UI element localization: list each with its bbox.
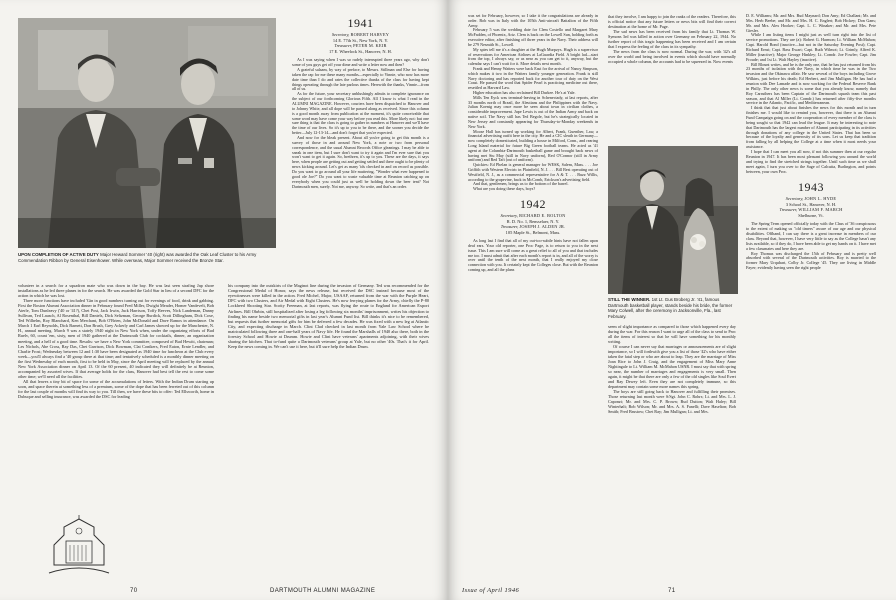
- award-photo: [18, 18, 276, 248]
- award-photo-caption-text: Major Heward Sommer '40 (right) was awarded the Oak Leaf Cluster to his Army Commendation Ribbon by General Eisenhower. While overseas, Major Sommer received the Bronze Star.: [18, 252, 257, 263]
- class-1943-secretary: [746, 196, 876, 207]
- paragraph: As long last I find that all of my out-too-subtle hints have not fallen upon deaf ears. Your old reporter, one Proc Page, is to return to you in the next issue. This I am sure will come as a great relief to all of you and that includes me too. I must admit that after each month's report is in, and all of the worry is over until the tenth of the next month, that I really enjoyed my close connection with you. It certainly kept the Colleges close. But with the Reunion coming up, and all the plans: [468, 238, 598, 272]
- award-photo-illustration: [18, 18, 276, 248]
- paragraph: As I was saying when I was so rudely interrupted three years ago, why don't some of you guys get off your dime and write a letter now and then?: [292, 57, 429, 68]
- secretary-label: Secretary,: [500, 213, 518, 219]
- treasurer-address: 105 Maple St., Belmont, Mass.: [505, 229, 561, 235]
- paragraph: D. E. Williams; Mr. and Mrs. Bud Maynard; Don Amy; Ed Challant; Mr. and Mrs. Herb Beebe; and Mr. and Mrs. H. C. Englert; Bob Hickey; Don Gans; Mr. and Mrs. Alex Hooker; Capt. L. C. Winaker; and Mr. and Mrs. Pete Giesler.: [746, 14, 876, 33]
- paragraph: As for the future, your secretary unblushingly admits to complete ignorance on the subject of our forthcoming Glorious Fifth. All I know is what I read in the ALUMNI MAGAZINE. However, couriers have been dispatched to Hanover and to Johnny White, and all dope will be passed along as received. Since this column is a good month away from publication at the moment, it's quite conceivable that some word may have come your way before you read this. More likely not: but one sure thing is that the class is going to gather in numbers at Hanover and we'll have the time of our lives. So it's up to you to be there, and the sooner you decide the better—July 12-13-14—and don't forget that you're expected.: [292, 91, 429, 136]
- right-column-2-bottom: [608, 324, 736, 581]
- paragraph: Quickies: Ed Phelan is general manager for WESK, Salem, Mass. . . . Joe Griffith with Western Electric in Plainfield, N. J. . . . Bill Best operating out of Westfield, N. J., as a commercial representative for A & T. . . . Buzz Willis, according to the grapevine, back in McComb, Erickson's advertising field.: [468, 162, 598, 182]
- class-1942-secretary: [468, 213, 598, 224]
- paragraph: The sad news has been received from his family that Lt. Thomas W. Symons 3rd was killed in action over Germany on February 22, 1944. No further report of this tragic happening has been received and I am certain that I express the feeling of the class in its sympathy.: [608, 29, 736, 49]
- treasurer-address: Shelburne, Vt.: [798, 212, 824, 218]
- paragraph: I hope that I can meet you all now, if not this summer then at our regular Reunion in 1947. It has been most pleasant following you around the world and trying to find the stretched strings together. Until such time as we shall meet again, I turn you over to the Sage of Calcutta, Burlington, and points between, your own Proc.: [746, 149, 876, 174]
- left-page-number: 70: [130, 588, 138, 594]
- paragraph: seem of slight importance as compared to those which happened every day during the war. For this reason I want to urge all of the class to send to Proc all the items of interest so that he will have something for his monthly writing.: [608, 324, 736, 344]
- paragraph: Mills Ten Eyck was terminal-leaving in Schenectady, at last reports, after 33 months north of Brazil, the Aleutians and the Philippines with the Navy. Julian Koenig may once more be seen about town in civilian clothes, a considerable improvement. Jupe Lewis is out of the Indian Army and back on native soil. The Navy still has Ted Begole, but he's strategically located in New Jersey and constantly appearing for Thursday-to-Monday weekends in New York.: [468, 94, 598, 129]
- paragraph: All that leaves a tiny bit of space for some of the accumulations of letters. With the Indian Drum starting up soon, and space therein at something less of a premium, some of the dope that has been ferreted out of this column for the last couple of months will find its way to you. Till then, we have these bits to offer: Ted Ellsworth, home in Dubuque and selling insurance, was awarded the DSC for leading: [18, 378, 214, 400]
- award-photo-caption-lead: UPON COMPLETION OF ACTIVE DUTY: [18, 252, 99, 257]
- secretary-address: 14 E. 77th St., New York, N. Y.: [332, 37, 389, 43]
- treasurer-label: Treasurer,: [334, 43, 353, 49]
- left-lower-column-2: [228, 283, 429, 573]
- paragraph: What are you doing these days, boys?: [473, 186, 536, 192]
- class-1941-treasurer: [292, 43, 429, 54]
- secretary-label: Secretary,: [785, 196, 804, 202]
- issue-date: Issue of April 1946: [462, 587, 520, 594]
- secretary-name: ROBERT HARVEY: [350, 32, 390, 38]
- paragraph: The news from the class is now normal. During the war, with '42's all over the world and being involved in events which should have normally occupied a whole column, the accounts had to be squeezed in. Now events: [608, 49, 736, 64]
- class-1941-secretary: [292, 32, 429, 43]
- magazine-title: DARTMOUTH ALUMNI MAGAZINE: [270, 588, 376, 594]
- right-page: [448, 0, 896, 600]
- class-1942-treasurer: [468, 224, 598, 235]
- secretary-name: RICHARD E. BOLTON: [519, 213, 566, 219]
- left-lower-column-1: [18, 283, 214, 511]
- right-page-number: 71: [668, 588, 676, 594]
- secretary-address: 3 School St., Hanover, N. H.: [785, 201, 837, 207]
- class-1943-treasurer: [746, 207, 876, 218]
- wedding-photo-caption-lead: STILL THE WINNER.: [608, 297, 651, 302]
- class-1941-heading: 1941: [347, 16, 374, 30]
- class-1943-heading: 1943: [798, 180, 824, 195]
- paragraph: that they involve, I am happy to join the ranks of the readers. Therefore, this is official notice that any future letters or news bits will find their correct destination at the home of Mr. Page.: [608, 14, 736, 29]
- right-column-2-top: [608, 14, 736, 142]
- right-column-1: [468, 14, 598, 583]
- dartmouth-seal: [44, 515, 114, 577]
- treasurer-address: 17 E. Wheelock St., Hanover, N. H.: [329, 48, 392, 54]
- paragraph: volunteer in a search for a squadron mate who was down in the bay. He was last seen strafing Jap shore installations as he led three planes in for the search. He was awarded the Gold Star in lieu of a second DFC for the action in which he was lost.: [18, 283, 214, 299]
- paragraph: Bill Blount writes, and he is the only one, that he has just returned from his 23 months of isolation with the Navy, in which time he was in the Two invasion and the Okinawa affair. He saw several of the boys including Grove Wilkins, just before his death; Ed Herbert, and Jim Mulligan. He has had a reunion with Dee Lamade and is now working for the Federal Reserve Bank in Philly. The only other news is some that you already know, namely that Roy Carruthers has been Captain of the Dartmouth squash team this past season, and that Al Miller (Lt. Comdr.) has returned after fifty-five months service in the Atlantic, Pacific, and Mediterranean.: [746, 61, 876, 106]
- paragraph: Higher education has also reclaimed Bill Durkee. He's at Yale.: [473, 90, 576, 95]
- paragraph: A grateful salaam, by way of preface, to Messrs. Stillman and Else for having taken the rap for me these many months—especially to Vinnie, who now has more date time than I do and rates the collective thanks of the class for having kept things operating through the late parlous times. Herewith the thanks, Vinnie—from all of us.: [292, 66, 429, 92]
- class-1941-column: [292, 14, 429, 267]
- paragraph: February 5 was the wedding date for Clem Costello and Margaret Mary McFadden, of Phoenix, Ariz. Clem is back on the Lowell Sun, holding forth as executive editor, after finishing off three years in the Navy. Their address will be 279 Nesmith St., Lowell.: [468, 27, 598, 47]
- wedding-photo-illustration: [608, 146, 738, 294]
- treasurer-name: WILLIAM F. MARCH: [798, 207, 843, 213]
- paragraph: Moose Hall has turned up working for Albert, Frank, Guenther, Law, a financial advertising outfit here in the city. He and a CIC sleuth in Germany—now completely domesticated, building a house in Milford, Conn., and rearing Long Island material for future Big Green football teams. He acted as '41 agent at the Columbia-Dartmouth basketball game and brought back news of having met Stu May (still in Navy uniform), Red O'Connor (still in Army uniform) and Red Taft (out of uniform).: [468, 128, 598, 163]
- award-photo-caption: [18, 252, 276, 263]
- secretary-name: JOHN L. HYDE: [804, 196, 837, 202]
- paragraph: I think that that just about finishes the news for this month and in turn finishes me. I would like to remind you, however, that there is an Alumni Fund Campaign going on and the cooperation of every member of the class is being sought so that 1942 can lead the league. It may be interesting to note that Dartmouth has the largest number of Alumni participating in its activities through donations of any college in the United States. That has been so because of the loyalty and generosity of its sons. Let us keep that tradition from falling by all helping the College at a time when it most needs your assistance.: [746, 105, 876, 150]
- wedding-photo-caption: [608, 297, 738, 319]
- paragraph: The Spring Term opened officially today with the Class of '36 conspicuous to the extent of making us "old timers" aware of our age and our physical disabilities. Offhand, I can say there is a great increase in members of our class. Beyond that, however, I have very little to say as the College hasn't any lists available, so if they do, I have been able to get my hands on it. I have met a few classmates and here they are.: [746, 221, 876, 251]
- paragraph: Of course I can never say that marriages or announcements are of slight importance, so I will forthwith give you a list of those '42's who have either taken the fatal step or who are about to leap. They are the marriage of Miss Joan Rice to John J. Craig, and the engagement of Miss Mary Anne Nightingale to Lt. William M. McMahon USNR. I must say that with spring so near, the number of marriages and engagements is very small. Then again, it might be that there are only a few of the old singles like Soul Evert and Ray Dewey left. Even they are not completely immune, so this department may contain some more names this spring.: [608, 344, 736, 389]
- paragraph: While I am listing items I might just as well turn right into the list of service promotions. They are (a): Robert G. Harmon; Lt. William McMahon; Capt. Harold Bond (inactive—but not in the Saturday Evening Post); Capt. Richard Ernst; Capt. Bass Ewart; Capt. Ruth Wilmot; Lt. Grimly, Alfred K. Miller (inactive); Major George Hinkley; Lt. Comdr. Joe Fowler; Capt. Jim Froude; and 1st Lt. Walt Hayley (inactive).: [746, 32, 876, 62]
- treasurer-name: JOSEPH J. ALDEN JR.: [519, 224, 566, 230]
- right-column-3: [746, 14, 876, 583]
- secretary-label: Secretary,: [331, 32, 350, 38]
- paragraph: was set for February, however, so I take it the congratulations are already in order. Bob was in Italy with the 105th Anti-aircraft Battalion of the Fifth Army.: [468, 14, 598, 28]
- paragraph: Roy Thomas was discharged the 15th of February and is pretty well absorbed with several of the Dartmouth activities. Roy is married to the former Mary Urquhart, Colby Jr. College '45. They are living in Middle Fayer; evidently having seen the right people: [746, 250, 876, 271]
- treasurer-name: PETER M. KEIR: [353, 43, 387, 49]
- paragraph: And now for the bleak present. About all you're going to get this month is a survey of those in and around New York, a note or two from personal correspondence, and the usual Alumni Records Office gleanings. I may be able to sneak in one item, but I sure don't want to try it again and I'm ever sure that you won't want to get it again. So, brethren, it's up to you. These are the days, it says here, when people are getting out and getting settled and there ought to be plenty of news kicking around. Let's get as many 'ids checked in and on record as possible. Do you want to go around all your life muttering, "Wonder what ever happened to good ole Joe?" Do you want to waste valuable time at Reunion catching up on everybody when you could just as well be holding down the beer tent? Not Dartmouth men, surely. Not me, anyway. So write, and that's an order.: [292, 135, 429, 189]
- paragraph: And that, gentlemen, brings us to the bottom of the barrel.: [473, 181, 569, 187]
- paragraph: Three more functions have included 'Gin in good numbers turning out for evenings of food, drink and gabbing. First the Boston Alumni Association dinner in February found Fred Miller, Dwight Meader, Homer Vandevelt, Bob Aterle, Tom Dunleavy ('40 or '41?), Chet Post, Jack Irwin, Jack Harrison, Toffy Reeves, Nick Landeman, Danny Sullivan, Ted Lausch, Al Rosenthal, Bill Daniels, Dick Seltzman, George Burdick, Scott Dillingham, Dick Coxe, Ted Wilhelm, Roy Blanchard, Ken Merchant, Bob O'Brien, John McDonald and Dave Ramos in attendance. On March 1 Earl Reynolds, Dick Barnett, Don Brush, Grey Ackerly and Carl James showed up for the Manchester, N. H., annual meeting. March 9 was a stately 1940 night in New York when, under the organizing efforts of Bud Ruelv, 60, count 'em, sixty, men of 1940 gathered at the Dartmouth Club for cocktails, dinner, an organization meeting, and a hell of a good time. Results: we have a New York committee, composed of Bud Hewitt, chairman; Les Nichols, Abe Cross, Ray Das, Chet Garrison, Dick Bowman, Clai Conikers, Fred Eaton, Ernie Lendler, and Charlie Frost; Wednesday between 12 and 1:30 have been designated as 1940 time for luncheon at the Club every week—you'll always find a '40 group there at that time; and tentatively scheduled is a monthly dinner meeting on the first Wednesday of each month, first to be held in May, since the April meeting will be replaced by the annual New York Association dinner on April 13. Of the 60 present, 40 indicated they will definitely be at Reunion, accompanied by assorted wives. If that average holds for the class, Hanover had best tell the rest to come some other time; we'll need all the facilities.: [18, 298, 214, 379]
- paragraph: My spies tell me it's a daughter at the Hugh Murpzys. Hugh is a supervisor of reservations for American Airlines at LaGuardia Field. A bright lad—start from the top, I always say, or as near as you can get to it, anyway, but the calendar says I can't wait for it. More details next month.: [468, 46, 598, 67]
- paragraph: The boys are still going back to Hanover and fulfilling their promises. Those returning last month were S/Sgt. John C. Rohrs; Lt. and Mrs. L. J. Caponzi; Mr. and Mrs. C. P. Brown; Bud Dutton; Walt Haley; Bill Winterhalt; Bob Wilson; Mr. and Mrs. A. S. Fanelli; Dave Haselton; Bob Smith; Fred Brustow; Chet Ray; Jim Mulligan; Lt. and Mrs.: [608, 389, 736, 414]
- wedding-photo: [608, 146, 738, 294]
- paragraph: Frank and Henny Watters were back East for the arrival of Nancy Simpson, which makes it two in the Watters family younger generation. Frank is still Navy doctoring and has reported back for another tour of duty on the West Coast. He passed the word that Spider Pearl is practicing medicine out there, resettled as Harvard Law.: [468, 65, 598, 91]
- class-1942-heading: 1942: [520, 197, 546, 212]
- dartmouth-seal-illustration: [44, 515, 114, 577]
- secretary-address: R. D. No. 1, Rensselaer, N. Y.: [506, 218, 560, 224]
- treasurer-label: Treasurer,: [500, 224, 519, 230]
- treasurer-label: Treasurer,: [779, 207, 798, 213]
- wedding-photo-caption-text: 1st Lt. Gus Broberg Jr. '41, famous Dartmouth basketball player, stands beside his bride, the former Mary Colwell, after the ceremony in Jacksonville, Fla., last February.: [608, 297, 733, 319]
- paragraph: his company into the outskirts of the Maginot line during the invasion of Germany. Ted was recommended for the Congressional Medal of Honor, says the news release, but received the DSC instead because most of the eyewitnesses were killed in the action. Fred Michel, Major, USAAF, returned from the war with the Purple Heart, DFC with two Clusters, and Air Medal with Eight Clusters. He's now ferrying planes for the Army, chiefly the P-80 Lockheed Shooting Star. Scotty Freeman, at last reports, was flying the route to England for American Export Airlines. Bill Ohrbin, still hospitalized after losing a leg following six months' imprisonment, writes his objection to finding his name beside two memorial gifts in last year's Alumni Fund list. Bill thinks it's nice to be remembered, but requests that further memorial gifts for him be deferred a few decades. He was fixed with a new leg at Atlantic City, and expecting discharge in March. Clint Clad checked in last month from Yale Law School where he matriculated following three and one-half years of Navy life. He found the Marshalls of 1940 also there, both in the forestry School and Howie at Drumm. Howie and Clint have veterans' apartments adjoining, with their wives sharing the kitchen. That to-fund quite a Dartmouth veterans' group at Yale, but no other '40s. That's it for April. Keep the news coming in. We can't use it here, but it'll sure help the Indian Drum.: [228, 283, 429, 350]
